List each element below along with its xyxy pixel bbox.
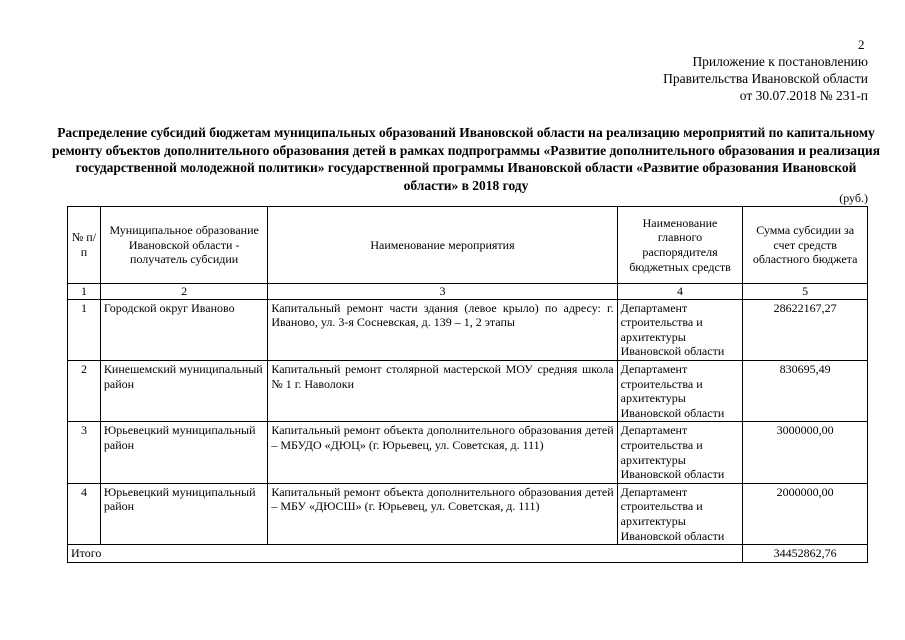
total-label: Итого — [68, 545, 743, 563]
row-activity: Капитальный ремонт части здания (левое крыло) по адресу: г. Иваново, ул. 3-я Сосневская, д. 139 – 1, 2 этапы — [268, 299, 617, 360]
total-row — [68, 545, 868, 563]
table-row — [68, 483, 868, 544]
row-number: 4 — [68, 483, 101, 544]
subsidy-table — [67, 206, 868, 563]
header-number: № п/п — [68, 207, 101, 284]
page-number: 2 — [858, 37, 865, 52]
row-number: 2 — [68, 360, 101, 421]
row-amount: 830695,49 — [743, 360, 868, 421]
row-manager: Департамент строительства и архитектуры Ивановской области — [617, 422, 743, 483]
row-amount: 28622167,27 — [743, 299, 868, 360]
column-number-row — [68, 284, 868, 300]
row-manager: Департамент строительства и архитектуры Ивановской области — [617, 299, 743, 360]
table-row — [68, 360, 868, 421]
row-municipality: Юрьевецкий муниципальный район — [100, 483, 267, 544]
table-header-row — [68, 207, 868, 284]
row-manager: Департамент строительства и архитектуры Ивановской области — [617, 360, 743, 421]
row-activity: Капитальный ремонт объекта дополнительного образования детей – МБУДО «ДЮЦ» (г. Юрьевец, ул. Советская, д. 111) — [268, 422, 617, 483]
header-municipality: Муниципальное образование Ивановской области - получатель субсидии — [100, 207, 267, 284]
row-number: 3 — [68, 422, 101, 483]
header-activity: Наименование мероприятия — [268, 207, 617, 284]
row-activity: Капитальный ремонт столярной мастерской МОУ средняя школа № 1 г. Наволоки — [268, 360, 617, 421]
appendix-line: от 30.07.2018 № 231-п — [739, 88, 868, 103]
row-amount: 2000000,00 — [743, 483, 868, 544]
column-number: 3 — [268, 284, 617, 300]
row-municipality: Городской округ Иваново — [100, 299, 267, 360]
table-row — [68, 299, 868, 360]
row-number: 1 — [68, 299, 101, 360]
row-municipality: Кинешемский муниципальный район — [100, 360, 267, 421]
row-amount: 3000000,00 — [743, 422, 868, 483]
document-title: Распределение субсидий бюджетам муниципальных образований Ивановской области на реализацию мероприятий по капитальному ремонту объектов дополнительного образования детей в рамках подпрограммы «Развитие дополнительного образования и реализация государственной молодежной политики» государственной программы Ивановской области «Развитие образования Ивановской области» в 2018 году — [51, 125, 881, 193]
appendix-line: Правительства Ивановской области — [663, 71, 868, 86]
table-row — [68, 422, 868, 483]
currency-unit: (руб.) — [839, 191, 868, 205]
appendix-line: Приложение к постановлению — [692, 54, 868, 69]
row-activity: Капитальный ремонт объекта дополнительного образования детей – МБУ «ДЮСШ» (г. Юрьевец, ул. Советская, д. 111) — [268, 483, 617, 544]
header-manager: Наименование главного распорядителя бюджетных средств — [617, 207, 743, 284]
row-municipality: Юрьевецкий муниципальный район — [100, 422, 267, 483]
column-number: 1 — [68, 284, 101, 300]
total-amount: 34452862,76 — [743, 545, 868, 563]
header-amount: Сумма субсидии за счет средств областного бюджета — [743, 207, 868, 284]
column-number: 2 — [100, 284, 267, 300]
column-number: 5 — [743, 284, 868, 300]
row-manager: Департамент строительства и архитектуры Ивановской области — [617, 483, 743, 544]
appendix-reference — [663, 53, 868, 104]
column-number: 4 — [617, 284, 743, 300]
